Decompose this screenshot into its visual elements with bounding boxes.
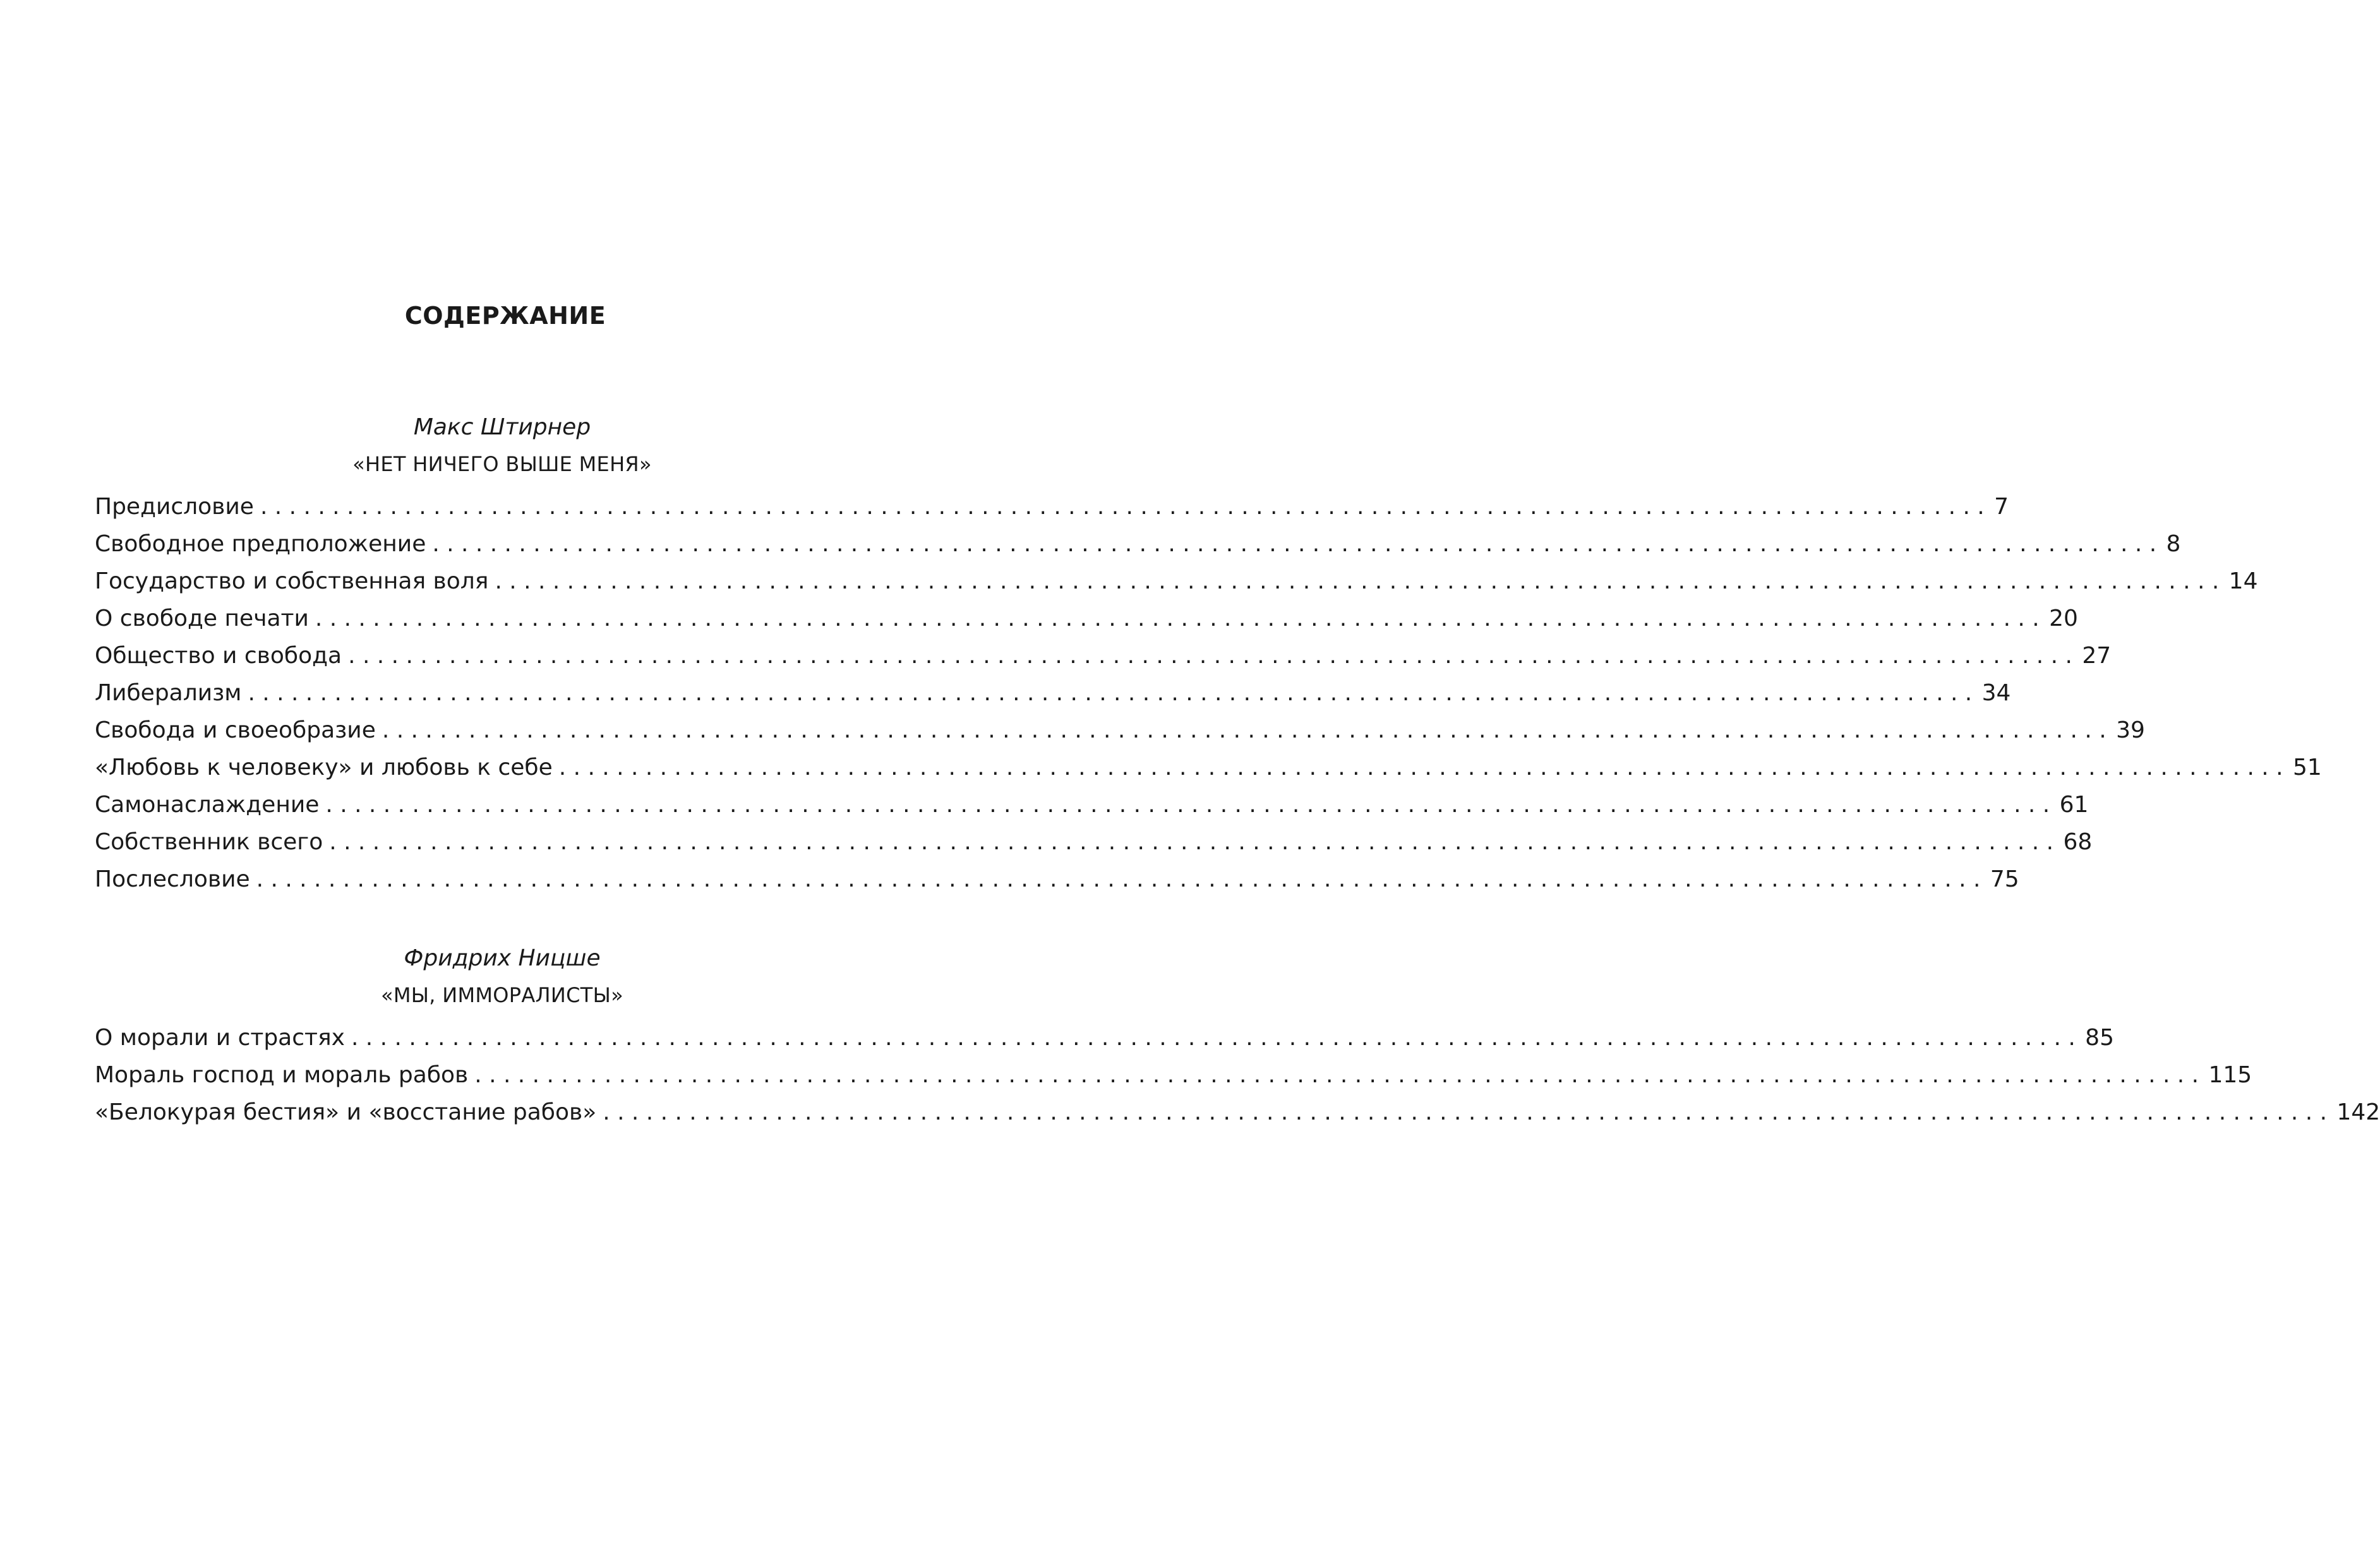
entry-label: Государство и собственная воля	[95, 568, 489, 594]
dot-leader: ........................................................................................................................	[474, 1062, 2206, 1088]
entry-page-number: 115	[2208, 1062, 2252, 1088]
dot-leader: ........................................................................................................................	[432, 531, 2164, 557]
entry-page-number: 68	[2063, 829, 2093, 855]
dot-leader: ........................................................................................................................	[495, 568, 2227, 594]
dot-leader: ........................................................................................................................	[256, 866, 1988, 892]
toc-entry	[95, 488, 2009, 525]
dot-leader: ........................................................................................................................	[260, 494, 1992, 520]
dot-leader: ........................................................................................................................	[603, 1099, 2335, 1125]
section-work-title: «НЕТ НИЧЕГО ВЫШЕ МЕНЯ»	[352, 452, 652, 476]
toc-entry	[95, 712, 2145, 749]
entry-page-number: 7	[1994, 494, 2009, 520]
toc-entry	[95, 525, 2181, 563]
entry-page-number: 8	[2166, 531, 2181, 557]
entry-label: О свободе печати	[95, 606, 309, 631]
entry-page-number: 75	[1990, 866, 2019, 892]
toc-entry	[95, 600, 2078, 637]
section-author: Макс Штирнер	[413, 414, 591, 440]
toc-entry	[95, 861, 2019, 898]
entry-label: Послесловие	[95, 866, 250, 892]
dot-leader: ........................................................................................................................	[348, 643, 2080, 669]
dot-leader: ........................................................................................................................	[351, 1025, 2083, 1051]
toc-entry	[95, 563, 2258, 600]
toc-entry	[95, 674, 2011, 712]
toc-entry	[95, 786, 2089, 823]
entry-page-number: 20	[2049, 606, 2078, 631]
entry-page-number: 85	[2085, 1025, 2114, 1051]
entry-page-number: 142	[2336, 1099, 2380, 1125]
entry-label: Мораль господ и мораль рабов	[95, 1062, 469, 1088]
toc-entry	[95, 749, 2322, 786]
toc-entry	[95, 1056, 2252, 1094]
toc-title: СОДЕРЖАНИЕ	[404, 302, 606, 330]
entry-page-number: 39	[2116, 717, 2145, 743]
entry-page-number: 14	[2228, 568, 2258, 594]
entry-page-number: 51	[2292, 755, 2322, 780]
entry-page-number: 34	[1981, 680, 2011, 706]
toc-section-stirner	[95, 414, 2322, 898]
toc-entry	[95, 823, 2093, 861]
dot-leader: ........................................................................................................................	[329, 829, 2061, 855]
toc-entry	[95, 1094, 2380, 1131]
dot-leader: ........................................................................................................................	[558, 755, 2290, 780]
entry-label: «Любовь к человеку» и любовь к себе	[95, 755, 553, 780]
dot-leader: ........................................................................................................................	[315, 606, 2047, 631]
toc-section-nietzsche	[95, 945, 2380, 1131]
entry-label: Собственник всего	[95, 829, 323, 855]
entry-label: Самонаслаждение	[95, 792, 320, 818]
entry-label: Общество и свобода	[95, 643, 342, 669]
entry-label: Свободное предположение	[95, 531, 426, 557]
entry-label: О морали и страстях	[95, 1025, 345, 1051]
toc-entry	[95, 1019, 2114, 1056]
toc-entries	[95, 1019, 2380, 1131]
toc-entry	[95, 637, 2112, 674]
toc-entries	[95, 488, 2322, 898]
entry-label: Либерализм	[95, 680, 242, 706]
entry-label: Предисловие	[95, 494, 254, 520]
entry-label: «Белокурая бестия» и «восстание рабов»	[95, 1099, 597, 1125]
entry-label: Свобода и своеобразие	[95, 717, 376, 743]
section-author: Фридрих Ницше	[404, 945, 601, 971]
entry-page-number: 27	[2082, 643, 2112, 669]
dot-leader: ........................................................................................................................	[325, 792, 2057, 818]
dot-leader: ........................................................................................................................	[248, 680, 1980, 706]
section-work-title: «МЫ, ИММОРАЛИСТЫ»	[380, 983, 624, 1007]
dot-leader: ........................................................................................................................	[382, 717, 2114, 743]
entry-page-number: 61	[2059, 792, 2089, 818]
